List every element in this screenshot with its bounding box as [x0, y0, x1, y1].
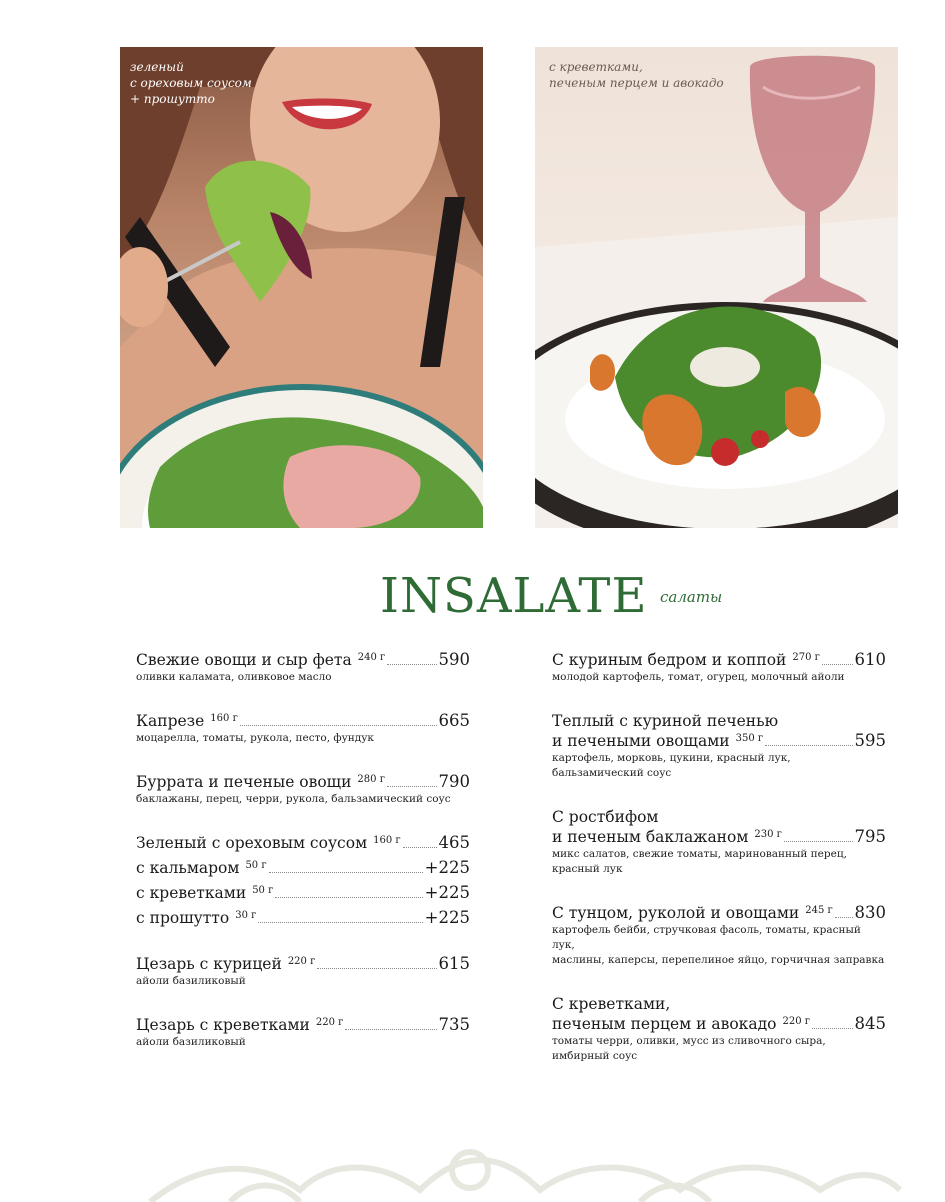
menu-item — [136, 954, 470, 989]
menu-item — [136, 711, 470, 746]
dish-description: баклажаны, перец, черри, рукола, бальзамический соус — [136, 793, 451, 805]
photo-caption-left: зеленый с ореховым соусом + прошутто — [130, 60, 252, 106]
dish-name: и печеными овощами — [552, 732, 730, 750]
addon-price: +225 — [424, 883, 470, 902]
salad-woman-illustration — [120, 47, 483, 528]
dish-price: 665 — [438, 711, 470, 730]
dish-weight: 220 г — [315, 1017, 344, 1028]
addon-weight: 50 г — [252, 885, 274, 896]
dish-price: 615 — [438, 954, 470, 973]
dish-description: оливки каламата, оливковое масло — [136, 671, 332, 683]
addon-weight: 30 г — [235, 910, 257, 921]
dish-name-line1: Теплый с куриной печенью — [552, 712, 779, 730]
menu-column-right — [552, 650, 886, 1064]
dish-weight: 350 г — [735, 733, 764, 744]
photo-green-salad-prosciutto — [120, 47, 483, 528]
section-subtitle: салаты — [660, 588, 723, 606]
dish-description: картофель бейби, стручковая фасоль, томаты, красный лук, — [552, 924, 861, 951]
dish-name-line1: С креветками, — [552, 995, 671, 1013]
menu-item — [136, 650, 470, 685]
dish-description: томаты черри, оливки, мусс из сливочного сыра, — [552, 1035, 826, 1047]
dish-name: Цезарь с креветками — [136, 1016, 310, 1034]
dish-description: маслины, каперсы, перепелиное яйцо, горчичная заправка — [552, 954, 885, 966]
dish-price: 830 — [854, 903, 886, 922]
photo-shrimp-salad — [535, 47, 898, 528]
dish-price: 845 — [854, 1014, 886, 1033]
menu-item — [552, 650, 886, 685]
dish-weight: 280 г — [357, 774, 385, 785]
dish-description: моцарелла, томаты, рукола, песто, фундук — [136, 732, 374, 744]
dish-description: бальзамический соус — [552, 767, 672, 779]
dish-price: 610 — [854, 650, 886, 669]
decorative-ornament — [0, 1130, 945, 1202]
dish-weight: 220 г — [287, 956, 316, 967]
shrimp-salad-illustration — [535, 47, 898, 528]
dish-name: печеным перцем и авокадо — [552, 1015, 777, 1033]
menu-column-left — [136, 650, 470, 1050]
dish-weight: 270 г — [792, 652, 820, 663]
dish-weight: 240 г — [357, 652, 386, 663]
dish-weight: 160 г — [210, 713, 238, 724]
dish-name: Свежие овощи и сыр фета — [136, 651, 352, 669]
dish-price: 590 — [438, 650, 470, 669]
dish-name: С куриным бедром и коппой — [552, 651, 787, 669]
dish-description: картофель, морковь, цукини, красный лук, — [552, 752, 791, 764]
menu-item — [552, 711, 886, 781]
dish-price: 465 — [438, 833, 470, 852]
addon-name: с кальмаром — [136, 859, 240, 877]
dish-description: красный лук — [552, 863, 623, 875]
dish-name: и печеным баклажаном — [552, 828, 749, 846]
dish-price: 790 — [438, 772, 470, 791]
menu-item — [136, 772, 470, 807]
dish-name: Капрезе — [136, 712, 205, 730]
menu-addon — [136, 883, 470, 903]
dish-name: Зеленый с ореховым соусом — [136, 834, 368, 852]
addon-name: с прошутто — [136, 909, 230, 927]
menu-item — [552, 994, 886, 1064]
dish-weight: 230 г — [754, 829, 782, 840]
dish-description: айоли базиликовый — [136, 1036, 246, 1048]
dish-price: 795 — [854, 827, 886, 846]
dish-name: С тунцом, руколой и овощами — [552, 904, 800, 922]
menu-addon — [136, 858, 470, 878]
photo-caption-right: с креветками, печеным перцем и авокадо — [549, 60, 724, 90]
dish-description: имбирный соус — [552, 1050, 638, 1062]
addon-price: +225 — [424, 858, 470, 877]
addon-price: +225 — [424, 908, 470, 927]
dish-weight: 160 г — [373, 835, 401, 846]
menu-item — [136, 1015, 470, 1050]
dish-description: молодой картофель, томат, огурец, молочный айоли — [552, 671, 845, 683]
addon-weight: 50 г — [245, 860, 267, 871]
menu-item — [136, 833, 470, 853]
section-heading — [380, 568, 647, 624]
dish-name-line1: С ростбифом — [552, 808, 659, 826]
dish-price: 735 — [438, 1015, 470, 1034]
menu-item — [552, 807, 886, 877]
menu-addon — [136, 908, 470, 928]
menu-item — [552, 903, 886, 968]
dish-weight: 220 г — [782, 1016, 811, 1027]
dish-weight: 245 г — [805, 905, 833, 916]
dish-price: 595 — [854, 731, 886, 750]
dish-description: айоли базиликовый — [136, 975, 246, 987]
section-title: INSALATE — [380, 568, 648, 624]
dish-description: микс салатов, свежие томаты, маринованный перец, — [552, 848, 847, 860]
dish-name: Цезарь с курицей — [136, 955, 282, 973]
addon-name: с креветками — [136, 884, 247, 902]
dish-name: Буррата и печеные овощи — [136, 773, 352, 791]
